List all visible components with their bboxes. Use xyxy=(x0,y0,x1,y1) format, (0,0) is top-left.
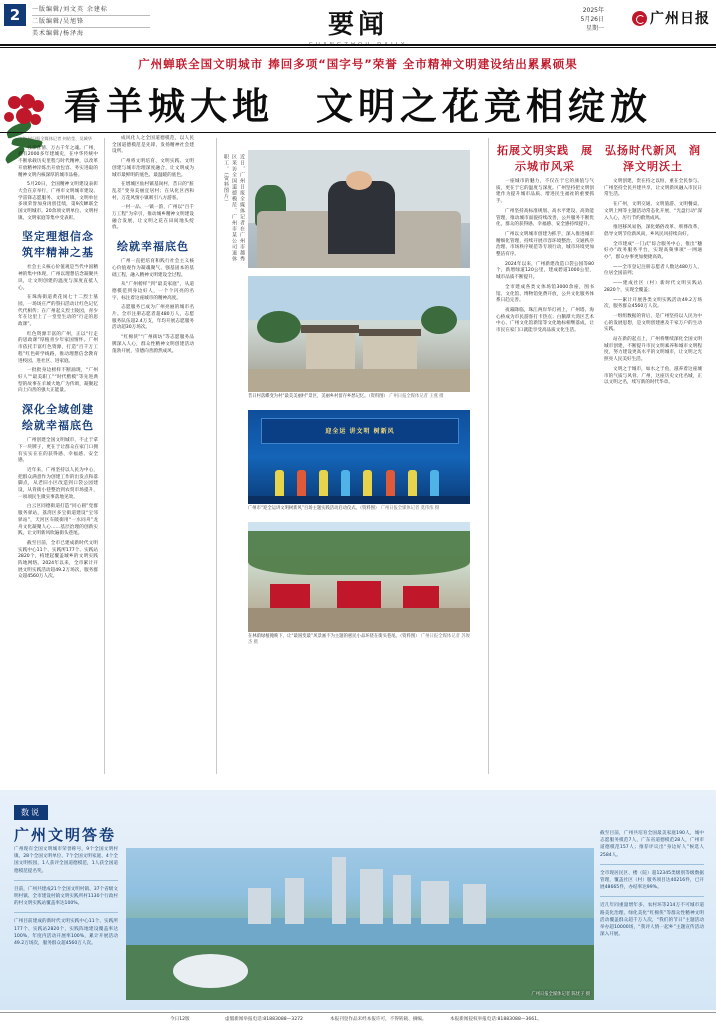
paragraph: 在增城区仙村镇基岗村，昔日的“脏乱差”变身美丽宜居村；在从化区西和村，万花风情小镇吸引八方游客。 xyxy=(112,182,194,201)
photo-village-ground xyxy=(248,369,470,392)
photo-city-building xyxy=(421,881,449,924)
photo-stage-caption xyxy=(248,506,470,512)
stat-item: 全市现居民区、楼（院）超12345类级别等级数据管理，覆盖社区（村）服务项目达40216件，已开展48665件，办结率达99%。 xyxy=(600,870,704,891)
paragraph: ——累计开展各类文明实践活动49.2万场次，服务群众4560万人次。 xyxy=(604,297,702,310)
text-column-2 xyxy=(112,136,194,358)
paragraph: 全市建成各类文体场馆3000余座，图书馆、文化馆、博物馆免费开放，公共文化服务体系日趋完善。 xyxy=(496,284,594,304)
footer-ad-hotline: 虚假新闻举报电话:81883088—3272 xyxy=(225,1017,303,1022)
photo-city-building xyxy=(360,869,383,924)
footer-report-hotline: 本报新闻侵权举报电话:81883088—3661。 xyxy=(450,1017,542,1022)
column-2-text-2 xyxy=(112,259,194,355)
masthead-rule-thin xyxy=(0,47,716,48)
photo-stage-floor xyxy=(248,496,470,504)
paragraph: 五羊含情、万古千年之魂。广州，拥有2000多年建城史，在中华传统中不断承载历史里程与时代精神，以改革开放精神淬炼出开放包容、务实进取的精神文明内核深厚的城市品格。 xyxy=(18,145,98,178)
paragraph: 一村一品、一镇一韵，广州以“百千万工程”为牵引，推动城乡精神文明建设融合发展，让文明之花在田间地头绽放。 xyxy=(112,205,194,231)
caption-text: 在林荫绿植掩映下，让“最圆变最”风景画不为主题的惠民小品环绕在街头巷尾。（资料图） xyxy=(248,634,420,639)
photo-village-house xyxy=(363,334,416,369)
photo-stage xyxy=(248,410,470,504)
footer-pages: 今日12版 xyxy=(170,1017,190,1022)
logo-name: 广州日报 xyxy=(650,11,710,27)
photo-street-canopy xyxy=(248,531,470,575)
caption-credit: 广州日报全媒体记者 苏俊杰 摄 xyxy=(248,634,470,646)
column-divider-2 xyxy=(216,138,217,774)
photo-village-house xyxy=(306,329,355,368)
column-4-text xyxy=(604,179,702,387)
photo-stage-performer xyxy=(408,470,417,498)
photo-street-ground xyxy=(248,608,470,632)
text-column-3 xyxy=(496,136,594,338)
caption-credit: 广州日报全媒体记者 莫伟浓 摄 xyxy=(380,506,440,511)
photo-stage-performer xyxy=(319,470,328,498)
paragraph: 从“广州榜样”到“最美家庭”，从道德模范到身边好人，一个个闪亮的名字，标注着这座城市的精神高度。 xyxy=(112,282,194,301)
photo-city-building xyxy=(248,888,271,924)
statistics-tag: 数说 xyxy=(14,805,48,820)
photo-stage-performer xyxy=(341,470,350,498)
photo-village xyxy=(248,276,470,392)
paragraph: 推进移风易俗，深化婚俗改革、殡葬改革，倡导文明节俭新风尚，乡风民风持续向好。 xyxy=(604,225,702,237)
photo-stage-performer xyxy=(275,470,284,498)
paragraph: “红棉侠”“广州街坊”等志愿服务品牌深入人心，群众性精神文明创建活动蓬勃开展，崇德向善蔚然成风。 xyxy=(112,335,194,354)
photo-stage-performer xyxy=(430,470,439,498)
paragraph: 志愿服务已成为广州亮丽的城市名片。全市注册志愿者超480万人，志愿服务队伍超2.4万支，年均开展志愿服务活动超30万场次。 xyxy=(112,305,194,331)
photo-village-roof xyxy=(359,329,421,336)
stat-item: 广州目前建成的新时代文明实践中心11个、实践所177个、实践站2820个，实践阵地建设覆盖率达100%，年度内活动开展率100%，累计开展活动49.2万场次，服务群众超4560万人次。 xyxy=(14,919,118,947)
photo-stage-performer xyxy=(297,470,306,498)
paragraph: ——全市登记注册志愿者人数达480万人，位居全国前列； xyxy=(604,264,702,277)
text-column-1 xyxy=(18,136,106,584)
page-footer xyxy=(0,1012,716,1024)
caption-text: 广州市“迎全运讲文明树新风”百场主题实践活动启动仪式。（资料图） xyxy=(248,506,380,511)
paragraph: 在广州，文明交通、文明旅游、文明餐桌、文明上网等主题活动常态化开展，“光盘行动”深入人心，厉行节约蔚然成风。 xyxy=(604,202,702,221)
statistics-title: 广州文明答卷 xyxy=(14,826,117,844)
paragraph: 一批批身边榜样不断涌现，“广州好人”“最美职工”“时代楷模”等先进典型的故事在羊城大地广为传颂，凝聚起向上向善的强大正能量。 xyxy=(18,368,98,394)
paragraph: 成风化人之全国道德模范，以人民全国道德模范是先锋，发扬精神社会建设所。 xyxy=(112,136,194,155)
paragraph: 白云区同德街道打造“同心圆”党群服务驿站，荔湾区多宝街道建设“宝邻驿站”，天河区车陂街用“一水同舟”龙舟文化凝聚人心……基层治理的创新实践，让文明新风吹遍街头巷尾。 xyxy=(18,504,98,537)
photo-city-building xyxy=(463,884,486,924)
stat-divider xyxy=(600,864,704,865)
photo-city-building xyxy=(393,875,412,924)
photo-city-building xyxy=(285,878,304,924)
subheading-1: 坚定理想信念 筑牢精神之基 xyxy=(22,230,106,260)
photo-street-banner xyxy=(403,586,439,608)
paragraph: 广州坚持高标准规划、高水平建设、高效能管理，推动城市面貌持续改善，公共服务不断优化，群众的获得感、幸福感、安全感持续提升。 xyxy=(496,208,594,228)
photo-stage-performer xyxy=(386,470,395,498)
stat-item: 截至目前，广州共培育全国最美家庭190人，城中志愿服务模范7人，广东省道德模范28人，广州市道德模范157人；推荐评议出“身边好人”候选人2584人。 xyxy=(600,831,704,858)
masthead-center xyxy=(0,0,716,48)
paragraph: 2024年以来，广州新建改造口袋公园等80个，新增绿道120公里，建成碧道1000公里，城市品质不断提升。 xyxy=(496,261,594,281)
stat-divider xyxy=(600,896,704,897)
editor-line-3: 美术编辑/杨泽海 xyxy=(32,30,85,37)
paragraph: 全市建成“一门式”综合服务中心，推出“穗好办”政务服务平台，实现高频事项“一网通办”，群众办事更加便捷高效。 xyxy=(604,241,702,261)
photo-street-caption xyxy=(248,634,470,646)
section-title: 要闻 xyxy=(327,10,388,40)
photo-city-credit: 广州日报全媒体记者 陈忧子 摄 xyxy=(531,992,590,997)
paragraph: 广州一直把培育和践行社会主义核心价值观作为凝魂聚气、强基固本的基础工程，融入精神文明建设全过程。 xyxy=(112,259,194,278)
paragraph: 社会主义核心价值观是当代中国精神的集中体现，广州以理想信念凝聚共识，让文明创建的温度与深度直抵人心。 xyxy=(18,265,98,291)
editor-line-2: 二版编辑/吴旭锋 xyxy=(32,16,150,28)
headline-main: 看羊城大地 文明之花竞相绽放 xyxy=(64,84,652,128)
photo-street-banner xyxy=(337,581,381,607)
paragraph: 在珠海街道黄花岗七十二烈士墓园，一场场庄严的祭扫活动让红色记忆代代相传；在广州起义烈士陵园，青少年在这里上了一堂堂生动的“行走的思政课”。 xyxy=(18,295,98,328)
stat-item: 广州现有全国文明城市荣誉称号，9个全国文明村镇、28个全国文明单位、7个全国文明家庭、4个全国文明校园，1人获评全国道德模范，1人获全国道德模范提名奖。 xyxy=(14,847,118,874)
photo-street-banner xyxy=(270,584,310,608)
photo-city-stadium xyxy=(173,954,248,987)
paragraph: 近年来，广州坚持以人民为中心，把群众满意作为创建工作的出发点和落脚点，从老旧小区改造到口袋公园建设，从背街小巷整治到农贸市场提升，一项项民生微实事落地见效。 xyxy=(18,467,98,500)
paragraph: 文明创建，贵在持之以恒，重在全民参与。广州坚持全民共建共享，让文明新风融入市民日常生活。 xyxy=(604,179,702,198)
paragraph: 广州将文明培育、文明实践、文明创建与城市治理深度融合，让文明成为城市最鲜明的底色、最温暖的底色。 xyxy=(112,159,194,178)
headline-block xyxy=(0,50,716,134)
stat-item: 目前，广州共建成21个全国文明村镇、37个省级文明村镇、全市建设村镇文明实践所村1130个行政村的村文明实践站覆盖率达100%。 xyxy=(14,886,118,907)
column-divider-3 xyxy=(488,138,489,774)
paragraph: 5月20日，全国精神文明建设表彰大会在京举行，广州市文明城市建设、学雷锋志愿服务、文明村镇、文明单位多项荣誉加身再创佳绩，第9次蝉联全国文明城市。20余项文明单位、文明村镇、文明家庭等集中受表彰。 xyxy=(18,182,98,221)
stat-item: 近几年同重量增年多、农村环等214万不可城市道路美化治理、绿化美化“红棉侠”等群众性精神文明活动覆盖群众超千万人次，“我们的节日”主题活动举办超10000场，“我评人情一起乡”主题宣传活动深入开展。 xyxy=(600,903,704,938)
paragraph: 夜幕降临，珠江两岸华灯初上，广州塔、海心桥成为市民游客打卡热点；白鹅潭大湾区艺术中心、广州文化馆新馆等文化地标相继落成，让市民在家门口就能享受高品质文化生活。 xyxy=(496,307,594,334)
interview-vertical-caption: 近日，广州日报全媒体记者在广州市越秀区采访全国道德模范、广州市某公司退休职工。（资料图片） xyxy=(223,154,245,262)
footer-copyright-notice: 本报刊登作品未经本报许可，不得转载、摘编。 xyxy=(330,1017,427,1022)
subheading-4: 拓展文明实践 展示城市风采 xyxy=(497,144,593,173)
paragraph: 广州创建全国文明城市，不止于拿下一块牌子，更在于让群众在家门口拥有实实在在的获得感、幸福感、安全感。 xyxy=(18,438,98,464)
paragraph: 红色资源丰富的广州，正以“行走的思政课”厚植青少年家国情怀。广州市依托丰富红色资源，打造“百千万工程”红色研学线路，推动理想信念教育进校园、进社区、进家庭。 xyxy=(18,331,98,364)
photo-village-caption xyxy=(248,394,470,400)
photo-city-skyline xyxy=(126,848,594,1000)
photo-village-tree xyxy=(421,306,457,334)
stat-divider xyxy=(14,912,118,913)
photo-street xyxy=(248,522,470,632)
statistics-column-right xyxy=(600,830,704,938)
photo-stage-performer xyxy=(363,470,372,498)
photo-interview-person xyxy=(328,181,395,254)
caption-text: 昔日村落蝶变为村“最美美丽村”景区，美丽乡村留存乡愁记忆。（资料图） xyxy=(248,394,388,399)
statistics-panel xyxy=(0,790,716,1010)
photo-city-tower xyxy=(332,857,346,924)
photo-stage-banner-text: 迎全运 讲文明 树新风 xyxy=(325,428,395,436)
date-year: 2025年 xyxy=(582,7,604,14)
article-body xyxy=(0,136,716,786)
paragraph: 截至目前，全市已建成新时代文明实践中心11个、实践所177个、实践站2820个，构建起覆盖城乡的文明实践阵地网络。2024年以来，全市累计开展文明实践活动超49.2万场次，服务群众超4560万人次。 xyxy=(18,540,98,580)
paragraph: 站在新的起点上，广州将继续深化全国文明城市创建，不断提升市民文明素养和城市文明程度，努力建设更高水平的文明城市，让文明之光照亮人民美好生活。 xyxy=(604,337,702,363)
masthead xyxy=(0,0,716,46)
date-day: 5月26日 xyxy=(580,16,604,23)
date-weekday: 星期一 xyxy=(585,25,604,32)
caption-credit: 广州日报全媒体记者 王燕 摄 xyxy=(389,394,444,399)
photo-stage-banner xyxy=(261,418,458,444)
stat-divider xyxy=(14,880,118,881)
photo-interview xyxy=(248,150,470,268)
photo-village-tree xyxy=(257,311,301,343)
photo-village-roof xyxy=(301,325,359,333)
paragraph: 一座城市的魅力，不仅在于它的颜值与气质，更在于它的温度与深度。广州坚持把文明创建作为提升城市品质、增进民生福祉的重要抓手。 xyxy=(496,179,594,205)
paragraph: 广州以文明城市创建为抓手，深入推进城市精细化管理，持续开展市容环境整治、交通秩序治理、市场秩序规范等专项行动，城市环境更加整洁有序。 xyxy=(496,231,594,258)
newspaper-logo xyxy=(632,8,710,28)
subheading-5: 弘扬时代新风 润泽文明沃土 xyxy=(605,144,701,173)
publication-date xyxy=(581,6,604,33)
paragraph: 文明之于城市，如水之于鱼，滋养着这座城市的气质与风骨。广州，这座历史文化名城，正以文明之名，续写新的时代华章。 xyxy=(604,366,702,386)
statistics-column-left xyxy=(14,846,118,947)
paragraph: ——建成社区（村）新时代文明实践站2820个，实现全覆盖； xyxy=(604,281,702,293)
column-1-text-3 xyxy=(18,438,98,581)
statistics-title-block xyxy=(14,800,124,845)
headline-rule xyxy=(0,132,716,133)
editor-line-1: 一版编辑/刘文英 余建标 xyxy=(32,4,150,16)
subheading-2: 深化全域创建 绘就幸福底色 xyxy=(22,403,106,433)
masthead-rule xyxy=(0,44,716,46)
column-1-text xyxy=(18,136,98,222)
page-number: 2 xyxy=(4,4,26,26)
column-3-text xyxy=(496,179,594,335)
subheading-3: 绘就幸福底色 xyxy=(117,240,189,254)
logo-circle-icon xyxy=(632,11,647,26)
text-column-4 xyxy=(604,136,702,390)
byline: 文/广州日报全媒体记者 何钻莹、吴城华 xyxy=(18,136,92,141)
column-1-text-2 xyxy=(18,265,98,395)
headline-shoulder: 广州蝉联全国文明城市 捧回多项“国字号”荣誉 全市精神文明建设结出累累硕果 xyxy=(138,57,578,71)
column-2-text xyxy=(112,136,194,232)
paragraph: 一组组数据的背后，是广州坚持以人民为中心的发展思想，是文明创建惠及千家万户的生动实践。 xyxy=(604,313,702,333)
